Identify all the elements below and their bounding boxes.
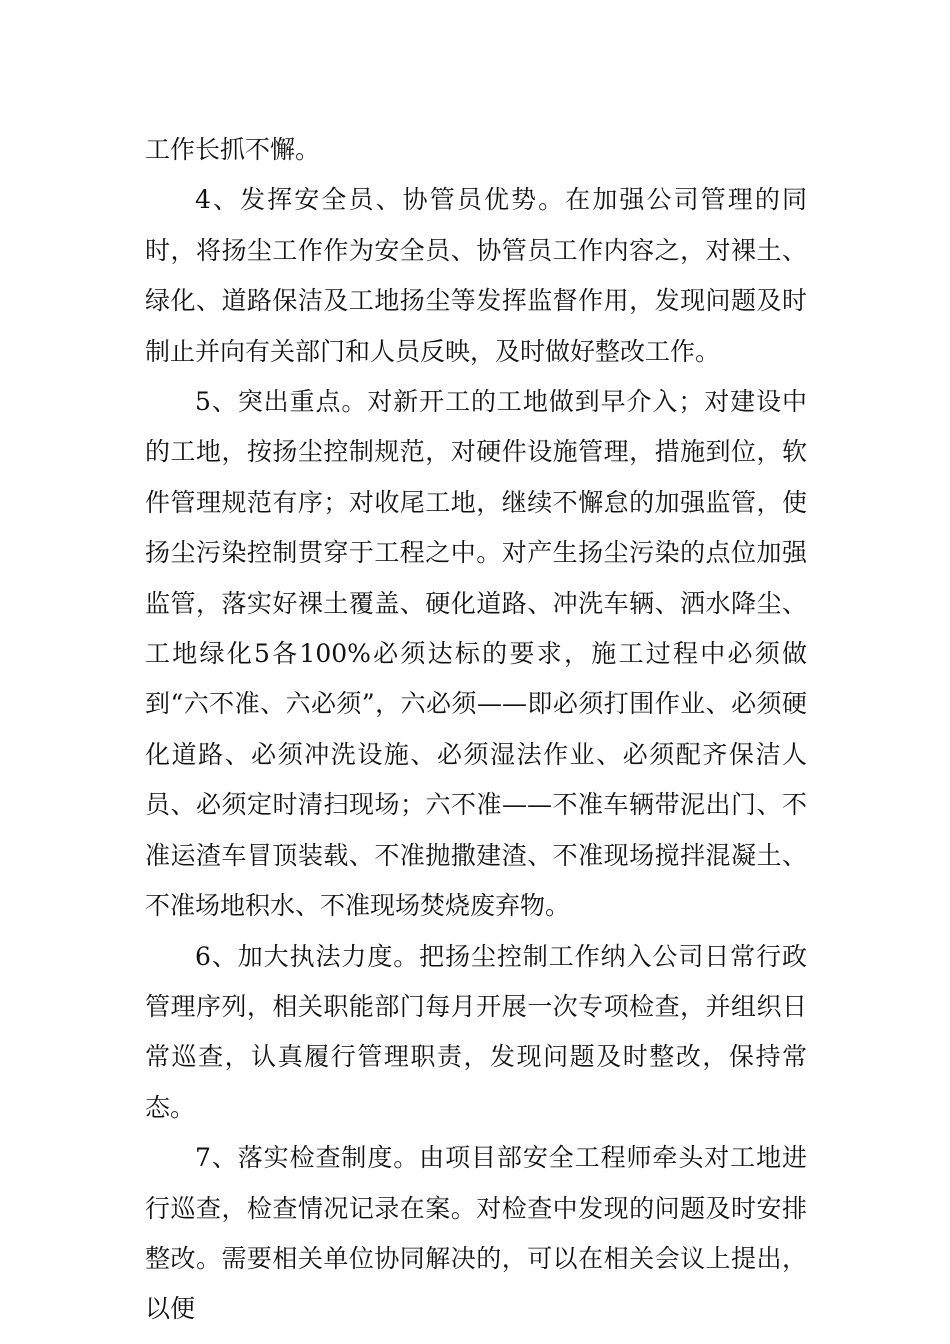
paragraph-4: 6、加大执法力度。把扬尘控制工作纳入公司日常行政管理序列，相关职能部门每月开展一次专项检查，并组织日常巡查，认真履行管理职责，发现问题及时整改，保持常态。 [145, 941, 807, 1122]
paragraph-3: 5、突出重点。对新开工的工地做到早介入；对建设中的工地，按扬尘控制规范，对硬件设施管理，措施到位，软件管理规范有序；对收尾工地，继续不懈怠的加强监管，使扬尘污染控制贯穿于工程之中。对产生扬尘污染的点位加强监管，落实好裸土覆盖、硬化道路、冲洗车辆、洒水降尘、工地绿化5各100%必须达标的要求，施工过程中必须做到“六不准、六必须”，六必须——即必须打围作业、必须硬化道路、必须冲洗设施、必须湿法作业、必须配齐保洁人员、必须定时清扫现场；六不准——不准车辆带泥出门、不准运渣车冒顶装载、不准抛撒建渣、不准现场搅拌混凝土、不准场地积水、不准现场焚烧废弃物。 [145, 387, 807, 921]
paragraph-1: 工作长抓不懈。 [145, 135, 321, 164]
paragraph-2: 4、发挥安全员、协管员优势。在加强公司管理的同时，将扬尘工作作为安全员、协管员工作内容之，对裸土、绿化、道路保洁及工地扬尘等发挥监督作用，发现问题及时制止并向有关部门和人员反映，及时做好整改工作。 [145, 185, 807, 366]
document-body [145, 125, 807, 1335]
paragraph-5: 7、落实检查制度。由项目部安全工程师牵头对工地进行巡查，检查情况记录在案。对检查中发现的问题及时安排整改。需要相关单位协同解决的，可以在相关会议上提出，以便 [145, 1143, 807, 1324]
